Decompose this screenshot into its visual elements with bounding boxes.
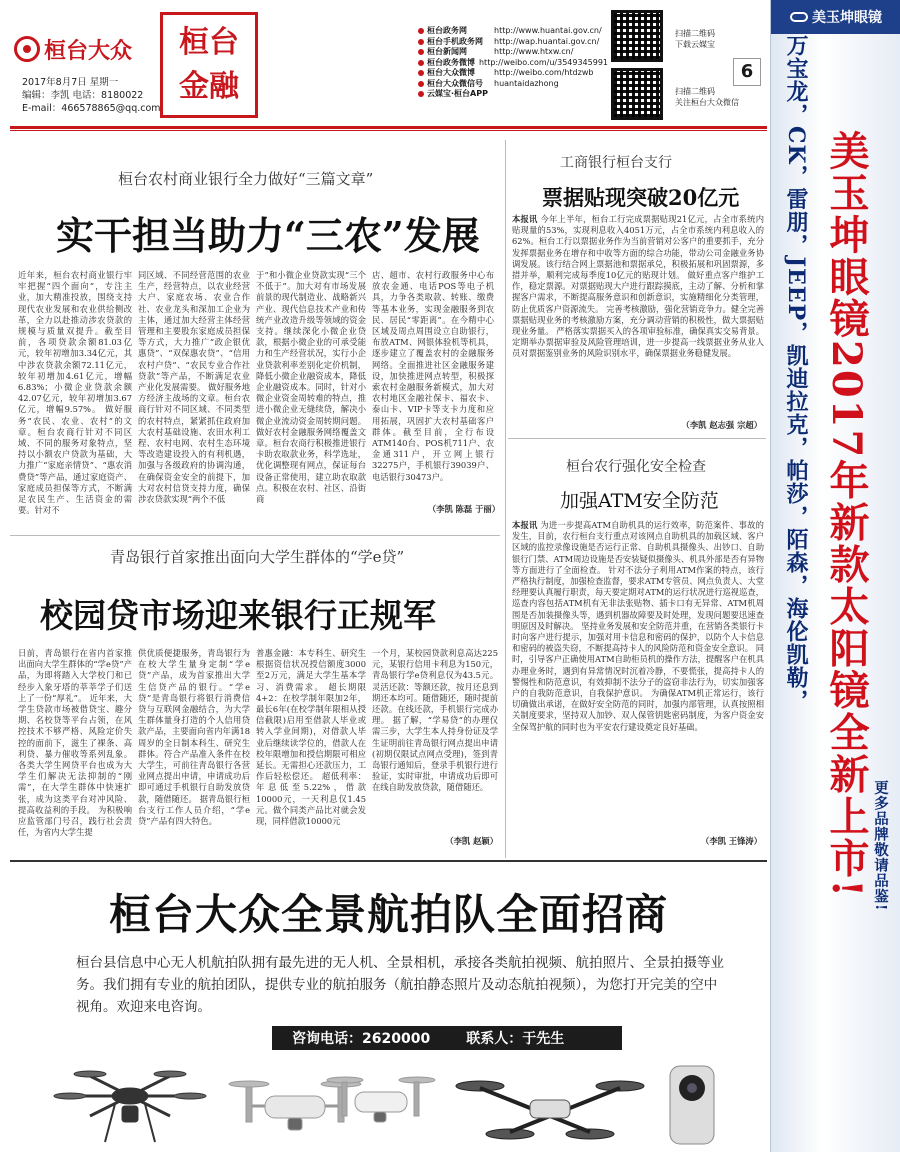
article2-lead-tag: 本报讯 [512,214,538,224]
contact-value[interactable]: http://weibo.com/u/3549345991 [478,57,608,67]
article4-text: 为进一步提高ATM自助机具的运行效率，防范案件、事故的发生，目前，农行桓台支行重点对该网点自助机具的加载区域、客户区域的监控录像设施是否运行正常、自助机具摄像头、出钞口、自助银行门禁、ATM周边设施是否安装疑似摄像头、机具外部是否有异物等方面进行了全面检查。 针对不法分子利用ATM作案的特点，该行严格执行制度，加强检查监督，要求ATM专管员、网点负责人、大堂经理要认真履行职责，每天要定期对ATM的运行状况进行巡视巡查，巡查内容包括ATM机有无非法张贴物、插卡口有无异常、ATM机周围是否加装摄像头等，遇到机器故障要及时处理，发现问题要迅速查明原因及时解决。 坚持业务发展和安全防范并重，在营销各类银行卡时向客户进行提示，加强对用卡信息和密码的保护，以防个人卡信息和密码的被盗失窃，不断提高持卡人的风险防范和资金安全意识。 同时，引导客户正确使用ATM自助柜员机的操作方法，提醒客户在机具办理业务时，遇到有异常情况时沉着冷静，不要慌张，提高持卡人的警惕性和防范意识，有效抑制不法分子的盗窃非法行为，切实加强客户的自我防范意识，自我保护意识。 为确保ATM机正常运行，该行切确做出承诺，在做好安全防范的同时，加强内部管理，认真按照相关制度要求，坚持双人加钞、双人保管钥匙密码制度，为客户资金安全保驾护航的同时也为平安农行建设奠定良好基础。 [512,520,764,732]
masthead-logo [14,28,164,70]
divider [10,535,500,536]
divider [505,140,506,858]
qr-caption: 扫描二维码 关注桓台大众微信 [675,87,739,107]
qr-code-icon [611,10,663,62]
edition-email: E-mail：466578865@qq.com [22,103,161,114]
divider [508,438,766,439]
contact-label: 桓台新闻网 [427,47,467,56]
article3-col3: 普惠金融：本专科生、研究生根据资信状况授信额度3000至2万元，满足大学生基本学习、消费需求。 超长期限4+2：在校学制年限加2年，最长6年(在校学制年限相从授信截限)启用至借款人毕业或转入学业间期)，对借款人毕业后继续读学位的，借款人在校年限增加和授信期限可相应延长。无需担心还款压力，工作后轻松偿还。 超低利率：年息低至5.22%，借款10000元，一天利息仅1.45元。做个同类产品比对就会发现，同样借款10000元 [256,648,366,827]
side-ad [770,0,900,1152]
contact-label: 桓台手机政务网 [427,36,483,46]
contact-row [418,79,608,90]
contact-label: 桓台大众微博 [427,68,475,77]
qr-caption: 扫描二维码 下载云媒宝 [675,29,715,49]
quadcopter-drone-icon [229,1081,361,1130]
article2-text: 今年上半年，桓台工行完成票据贴现21亿元，占全市系统内贴现量的53%，实现利息收入4051万元，占全市系统内利息收入的62%。桓台工行以票据业务作为当前营销对公客户的重要抓手，充分发挥票据业务在增存和中收等方面的综合功能，带动公司金融业务协调发展。该行结合网上票据池和票据承兑，积极拓展和巩固票源，多措并举，顺利完成每季度10亿元的贴现计划。 做好重点客户维护工作，稳定票源。对票据贴现大户进行跟踪摸底，主动了解、分析和掌握客户需求，不断提高服务意识和创新意识，实施精细化分类管理，防止优质客户资源流失。 完善考核激励，强化营销竞争力。健全完善票据贴现业务的考核激励方案，充分调动营销的积极性，做大票据贴现业务量。 严格落实票据买入的各项审验标准，确保真实交易背景。定期举办票据审验及风险管理培训，进一步提高一线票据业务从业人员对票据鉴别业务的风险识别水平，确保票据业务稳健发展。 [512,214,764,359]
side-ad-main: 美玉坤眼镜2017年新款太阳镜全新上市! [823,130,870,899]
article2-body [512,214,764,418]
article4-kicker: 桓台农行强化安全检查 [566,459,706,475]
contact-row [418,47,608,58]
contact-label: 桓台政务网 [427,26,467,35]
contact-row [418,26,608,37]
bullet-icon [418,39,424,45]
glasses-icon [790,12,808,22]
ad-contact-person: 联系人：于先生 [466,1031,565,1047]
contact-row [418,89,608,100]
side-ad-brands: 万宝龙，CK，雷朋，JEEP，凯迪拉克，帕莎，陌森，海伦凯勒， [783,34,809,713]
contact-value[interactable]: http://wap.huantai.gov.cn/ [494,36,600,46]
article3-col4: 一个月，某校园贷款利息高达225元，某银行信用卡利息为150元，青岛银行学e贷利息仅为43.5元。 灵活还款：等额还款，按月还息到期还本均可。随借随还，随时提前还款。在线还款，手机银行完成办理。 据了解，“学易贷”的办理仅需三步，大学生本人持身份证及学生证明前往青岛银行网点提出申请(初期仅限试点网点受理)，签到青岛银行通知后，登录手机银行进行验证，实时审批，申请成功后即可在线自助发放贷款，随借随还。 [372,648,498,793]
article1-col1: 近年来，桓台农村商业银行牢牢把握“四个面向”，专注主业，加大精准投放，围绕支持现代农业发展和农业供给侧改革，全力以赴推动涉农贷款的规模与质量双提升。截至目前，各项贷款余额81.03亿元，较年初增加3.34亿元，其中涉农贷款余额72.11亿元，较年初增加4.61亿元，增幅6.83%；小微企业贷款余额42.07亿元，较年初增加3.67亿元，增幅9.57%。 做好服务“农民、农业、农村”的文章。桓台农商行针对不同区域、不同的服务对象特点，坚持以小额农户贷款为基础，大力推广“家庭亲情贷”、“惠农消费贷”等产品，通过家庭资产、家庭成员担保等方式，不断满足农民生产、生活资金的需要。针对不 [18,270,132,516]
panoramic-camera-icon [670,1066,714,1144]
racing-drone-icon [456,1081,644,1139]
article1-col2: 同区域、不同经营范围的农业生产，经营特点，以农业经营大户、家庭农场、农业合作社、农业龙头和深加工企业为主体，通过加大经营主体经营管理和主要股东家庭成员担保等方式，大力推广“政企银优惠贷”、“双保惠农贷”、“信用农村户贷”、“农民专业合作社贷款”等产品，不断满足农业产业化发展需要。 做好服务地方经济主战场的文章。桓台农商行针对不同区域、不同类型的农村特点，紧紧抓住政府加大农村基础设施、农田水利工程、农村电网、农村生态环境等改造建设投入的有利机遇，加强与各级政府的协调沟通，在确保资金安全的前提下，加大对农村信贷支持力度，确保涉农贷款实现“两个不低 [138,270,250,505]
contact-list [418,26,608,100]
article2-byline: （李凯 赵志强 宗超） [681,420,762,430]
bullet-icon [418,28,424,34]
bullet-icon [418,70,424,76]
article4-body [512,520,764,834]
hexacopter-drone-icon [54,1071,206,1142]
side-ad-sub: 更多品牌敬请品鉴! [872,780,889,912]
section-title: 桓台 金融 [160,12,258,118]
header-rule [10,126,767,129]
contact-value[interactable]: http://weibo.com/htdzwb [494,68,594,77]
article1-kicker: 桓台农村商业银行全力做好“三篇文章” [118,170,374,188]
article3-col1: 日前，青岛银行在省内首家推出面向大学生群体的“学e贷”产品，为即将踏入大学校门和已经步入象牙塔的莘莘学子们送上了一份“厚礼”。 近年来，大学生贷款市场被借贷宝、趣分期、名校贷等平台占领，在风控技术不够严格、风险定价失控的面前下，滋生了裸条、高利贷、暴力催收等系列乱象。各类大学生网贷平台也成为大学生们解决无法抑制的“刚需”，在大学生群体中快速扩张，成为这类平台对冲风险、提高收益利的手段。 为积极响应监管部门号召，践行社会责任，为省内大学生提 [18,648,132,838]
contact-label: 桓台大众微信号 [427,78,483,88]
bullet-icon [418,91,424,97]
ad-phone: 咨询电话：2620000 [292,1031,431,1047]
page-number: 6 [733,58,761,86]
article3-col2: 供优质便捷服务，青岛银行为在校大学生量身定制“学e贷”产品，成为首家推出大学生信贷产品的银行。“学e贷”是青岛银行将银行消费信贷与互联网金融结合，为大学生群体量身打造的个人信用贷款产品，主要面向省内年满18周岁的全日制本科生、研究生群体。符合产品准入条件在校大学生，可前往青岛银行各营业网点提出申请，申请成功后即可通过手机银行自助发放贷款，随借随还。 据青岛银行桓台支行工作人员介绍，“学e贷”产品有四大特色。 [138,648,250,827]
article1-byline: （李凯 陈磊 于丽） [427,504,500,514]
edition-date: 2017年8月7日 星期一 [22,77,119,88]
paper-name: 桓台大众 [44,37,133,64]
edition-editors: 编辑：李凯 电话：8180022 [22,90,144,101]
contact-label: 云媒宝·桓台APP [427,89,488,98]
ad-description: 桓台县信息中心无人机航拍队拥有最先进的无人机、全景相机，承接各类航拍视频、航拍照片、全景拍摄等业务。我们拥有专业的航拍团队，提供专业的航拍服务（航拍静态照片及动态航拍视频），为您打开完美的空中视角。欢迎来电咨询。 [76,955,724,1015]
contact-label: 桓台政务微博 [427,57,475,67]
side-ad-header: 美玉坤眼镜 [771,0,900,34]
contact-row [418,58,608,69]
contact-value[interactable]: http://www.huantai.gov.cn/ [494,26,602,35]
contact-row [418,68,608,79]
article4-lead-tag: 本报讯 [512,520,538,530]
drone-illustrations [10,1056,767,1150]
emblem-icon [14,36,40,62]
article4-headline: 加强ATM安全防范 [560,490,719,512]
article1-col4: 店、超市、农村行政服务中心布放农金通、电话POS等电子机具，力争各类取款、转账、缴费等基本业务，实现金融服务到农民、居民“零距离”。在今精中心区域及周点周围设立自助银行，布放ATM、网银体验机等机具，逐步建立了覆盖农村的金融服务网络。全面推进社区金融服务建设，加快推进网点转型，积极探索农村金融服务新模式，加大对农村地区金融社保卡、福农卡、泰山卡、VIP卡等支卡力度和应用拓展，巩固扩大农村基础客户群体。截至目前，全行布设ATM140台、POS机711户、农金通311户，开立网上银行32275户，手机银行39039户、电话银行30473户。 [372,270,494,482]
article3-headline: 校园贷市场迎来银行正规军 [40,596,436,635]
bullet-icon [418,49,424,55]
article1-headline: 实干担当助力“三农”发展 [56,213,480,258]
article4-byline: （李凯 王锋涛） [701,836,762,846]
article2-headline: 票据贴现突破20亿元 [542,185,740,210]
qr-code-icon [611,68,663,120]
divider [10,860,767,862]
contact-row [418,37,608,48]
contact-value[interactable]: http://www.htxw.cn/ [494,47,574,56]
header-rule [10,130,767,131]
article2-kicker: 工商银行桓台支行 [560,155,672,171]
edition-meta [22,76,172,115]
article3-kicker: 青岛银行首家推出面向大学生群体的“学e贷” [110,548,405,566]
bullet-icon [418,81,424,87]
article3-byline: （李凯 赵颖） [445,836,498,846]
ad-contact-bar [272,1026,622,1050]
ad-title: 桓台大众全景航拍队全面招商 [108,890,668,939]
article1-col3: 于”和小微企业贷款实现“三个不低于”。加大对有市场发展前景的现代制造业、战略新兴产业、现代信息技术产业和传统产业改造升级等领域的资金支持。继续深化小微企业贷款，根据小微企业的可承受能力和生产经营状况，实行小企业贷款利率差别化定价机制，降低小微企业融资成本，降低企业融资成本。同时，针对小微企业资金周转难的特点，推进小微企业无缝续贷，解决小微企业流动资金周转期问题。 做好农村金融服务网络覆盖文章。桓台农商行积极推进银行卡助农取款业务，科学选址，优化调整现有网点，保证每台设备正常使用，建立助农取款点。积极在农村、社区、沿街商 [256,270,366,505]
contact-value[interactable]: huantaidazhong [494,78,559,88]
quadcopter-drone-icon [327,1077,435,1122]
bullet-icon [418,60,424,66]
bottom-ad [10,860,767,1150]
